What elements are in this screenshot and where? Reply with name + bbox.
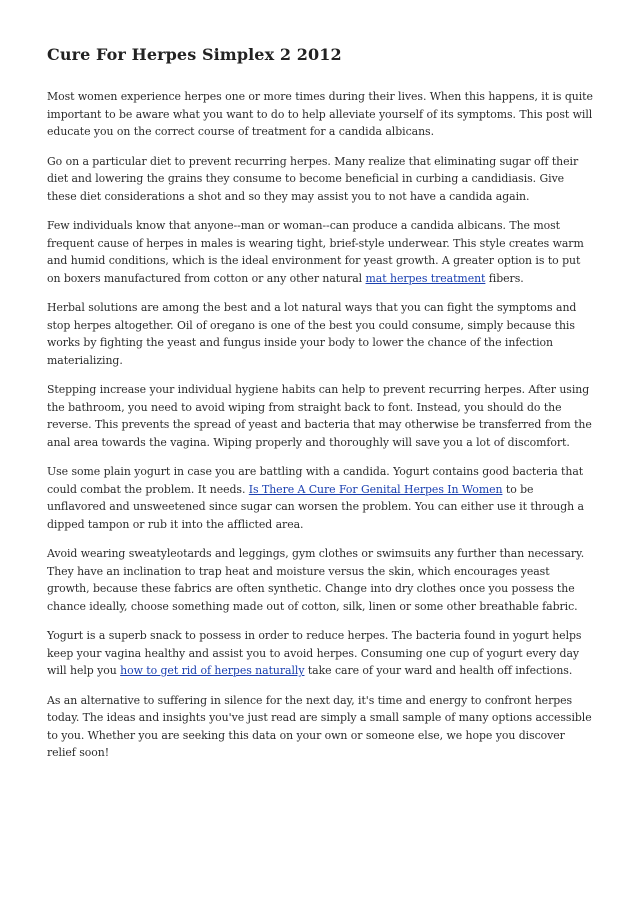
paragraph <box>47 545 595 615</box>
paragraph-text: Herbal solutions are among the best and a lot natural ways that you can fight the symptoms and stop herpes altogether. Oil of oregano is one of the best you could consume, simply because this works by fighting the yeast and fungus inside your body to lower the chance of the infection materializing. <box>47 301 577 367</box>
inline-link[interactable]: mat herpes treatment <box>365 271 486 285</box>
inline-link[interactable]: Is There A Cure For Genital Herpes In Women <box>248 482 503 496</box>
paragraph-text: to be unflavored and unsweetened since sugar can worsen the problem. You can either use it through a dipped tampon or rub it into the afflicted area. <box>47 482 584 531</box>
paragraph-text: Go on a particular diet to prevent recurring herpes. Many realize that eliminating sugar off their diet and lowering the grains they consume to become beneficial in curbing a candidiasis. Give these diet considerations a shot and so they may assist you to not have a candida again. <box>47 154 579 203</box>
paragraph-text: Avoid wearing sweatyleotards and leggings, gym clothes or swimsuits any further than necessary. They have an inclination to trap heat and moisture versus the skin, which encourages yeast growth, because these fabrics are often synthetic. Change into dry clothes once you possess the chance ideally, choose something made out of cotton, silk, linen or some other breathable fabric. <box>47 547 585 613</box>
paragraph <box>47 692 595 762</box>
paragraph-text: Use some plain yogurt in case you are battling with a candida. Yogurt contains good bacteria that could combat the problem. It needs. <box>47 465 584 496</box>
paragraph <box>47 299 595 369</box>
paragraph-text: Stepping increase your individual hygiene habits can help to prevent recurring herpes. After using the bathroom, you need to avoid wiping from straight back to font. Instead, you should do the reverse. This prevents the spread of yeast and bacteria that may otherwise be transferred from the anal area towards the vagina. Wiping properly and thoroughly will save you a lot of discomfort. <box>47 383 592 449</box>
paragraph-text: take care of your ward and health off infections. <box>304 664 573 677</box>
paragraph <box>47 463 595 533</box>
document-page <box>47 0 595 774</box>
inline-link[interactable]: how to get rid of herpes naturally <box>120 664 305 677</box>
paragraph-text: Few individuals know that anyone--man or woman--can produce a candida albicans. The most frequent cause of herpes in males is wearing tight, brief-style underwear. This style creates warm and humid conditions, which is the ideal environment for yeast growth. A greater option is to put on boxers manufactured from cotton or any other natural <box>47 219 584 285</box>
paragraph-text: Yogurt is a superb snack to possess in order to reduce herpes. The bacteria found in yogurt helps keep your vagina healthy and assist you to avoid herpes. Consuming one cup of yogurt every day will help you <box>47 629 582 677</box>
article-body <box>47 88 595 762</box>
paragraph-text: fibers. <box>485 271 524 285</box>
paragraph <box>47 88 595 141</box>
page-title: Cure For Herpes Simplex 2 2012 <box>47 45 342 64</box>
paragraph <box>47 381 595 451</box>
paragraph-text: Most women experience herpes one or more times during their lives. When this happens, it is quite important to be aware what you want to do to help alleviate yourself of its symptoms. This post will educate you on the correct course of treatment for a candida albicans. <box>47 90 593 138</box>
paragraph <box>47 217 595 287</box>
paragraph <box>47 627 595 680</box>
paragraph <box>47 153 595 206</box>
paragraph-text: As an alternative to suffering in silence for the next day, it's time and energy to confront herpes today. The ideas and insights you've just read are simply a small sample of many options accessible to you. Whether you are seeking this data on your own or someone else, we hope you discover relief soon! <box>47 693 592 759</box>
